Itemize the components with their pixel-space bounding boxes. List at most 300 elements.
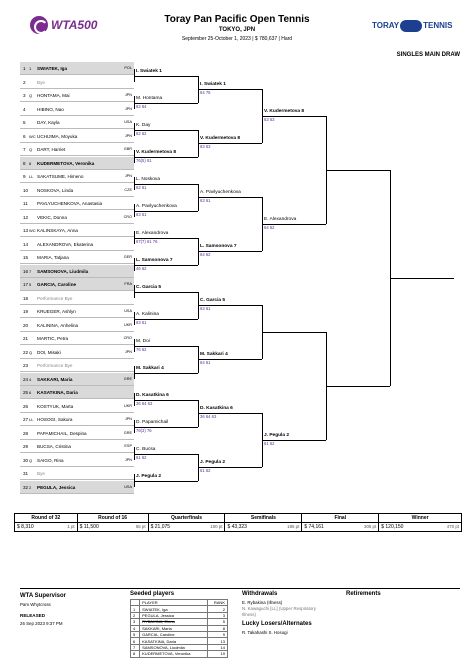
country-code: JPN [124,457,132,462]
draw-row [20,103,134,116]
country-code: USA [124,484,132,489]
bracket-line [262,305,263,359]
prize-header-row [15,514,462,523]
sponsor-right: TENNIS [423,21,453,31]
bracket-winner: L. Samsonova 7 [200,244,237,249]
draw-row [20,346,134,359]
seed-label: LL [29,174,34,179]
player-name: MARIA, Tatjana [37,255,69,260]
bracket-winner: M. Sakkari 4 [136,365,164,371]
bracket-winner: D. Kasatkina 6 [136,392,169,398]
bracket-line [134,292,198,293]
player-name: VEKIC, Donna [37,214,67,220]
bracket-winner: C. Bucsa [136,446,156,452]
bracket-line [134,204,135,218]
seed-name: SAMSONOVA, Liudmila [140,644,207,650]
player-name: HIBINO, Nao [37,106,64,112]
player-name: KALININA, Anhelina [37,322,79,328]
seed-no: 7 [131,644,140,650]
seed-name: RYBAKINA, Elena [140,619,207,625]
bracket-line [134,69,135,83]
seed-rank: 9 [207,631,227,637]
country-code: JPN [124,133,132,138]
seed-row [131,651,228,657]
seed-rank: 19 [207,651,227,657]
country-code: JPN [124,417,132,421]
match-score: 63 63 [264,117,275,122]
lucky-losers-heading: Lucky Losers/Alternates [242,621,312,627]
draw-position: 15 [23,255,29,260]
prize-points: 100 pt [210,524,223,529]
bracket-line [134,76,198,77]
bracket-winner: V. Kudermetova 8 [200,136,241,141]
bracket-line [262,413,263,467]
prize-value-row [15,523,462,532]
bracket-line [262,197,263,251]
bracket-winner: J. Pegula 2 [264,433,290,438]
draw-position: 1 [23,66,26,71]
draw-row [20,440,134,453]
bracket-line [198,238,199,265]
seed-label: Q [29,93,33,98]
player-name: SAKKARI, Maria [37,376,73,382]
bracket-winner: E. Alexandrova [136,230,169,236]
draw-position: 11 [23,201,28,206]
draw-row [20,467,134,480]
bracket-winner: A. Kalinina [136,311,159,317]
country-code: JPN [124,93,132,97]
player-name: SAMSONOVA, Liudmila [37,268,89,274]
draw-position: 26 [23,403,29,409]
seed-name: SWIATEK, Iga [140,606,207,612]
seed-label: 5 [29,282,32,287]
country-code: JPN [124,174,132,178]
country-code: GBR [123,147,132,151]
match-score: 67(7) 61 76 [136,238,158,244]
tournament-location: TOKYO, JPN [218,27,256,33]
match-score: 64 62 [200,252,211,257]
draw-position: 6 [23,133,26,139]
player-name: PAVLYUCHENKOVA, Anastasia [37,201,103,206]
seed-label: 7 [29,268,32,274]
bracket-line [198,400,199,427]
withdrawals-heading: Withdrawals [242,591,278,597]
bracket-line [198,130,199,157]
draw-position: 24 [23,376,29,382]
player-name: Performance Bye [37,363,73,368]
footer [20,588,460,664]
draw-position: 19 [23,309,29,314]
seed-col-rank: RANK [207,600,227,606]
supervisor-heading: WTA Supervisor [20,593,67,599]
logo-text: WTA500 [51,18,98,32]
retirements-heading: Retirements [346,591,381,597]
country-code: POL [124,66,132,70]
player-name: UCHIJIMA, Moyuka [37,133,78,139]
draw-row [20,386,134,399]
withdrawal-item: Illness) [242,612,256,617]
match-score: 76(5) 61 [136,157,152,163]
player-name: DART, Harriet [37,147,66,152]
seed-label: 2 [29,484,32,490]
bracket-line [134,339,135,353]
country-code: CRO [123,214,132,219]
bracket-line [134,481,198,482]
bracket-winner: L. Noskova [136,176,160,182]
bracket-line [134,373,198,374]
player-name: KALINSKAYA, Anna [37,228,78,233]
country-code: USA [124,309,132,313]
bracket-line [262,89,263,143]
match-score: 61 62 [136,454,147,460]
draw-row [20,62,134,75]
prize-header: Final [302,514,379,523]
country-code: GRE [123,430,132,435]
bracket-line [134,123,135,137]
seed-name: KUDERMETOVA, Veronika [140,651,207,657]
seed-label: WC [29,133,36,139]
withdrawal-item: E. Rybakina (Illness) [242,600,283,605]
player-name: ALEXANDROVA, Ekaterina [37,241,94,247]
seed-rank: 3 [207,612,227,618]
player-name: KUDERMETOVA, Veronika [37,160,95,166]
prize-cell [148,523,225,532]
draw-position: 29 [23,444,29,449]
bracket-line [326,116,327,224]
draw-position: 18 [23,295,29,301]
released-heading: RELEASED [20,613,46,618]
player-name: MARTIC, Petra [37,336,69,341]
supervisor-name: Pam Whytcross [20,602,51,607]
prize-points: 470 pt [446,524,459,529]
country-code: ESP [124,444,132,448]
draw-row [20,89,134,102]
sponsor-left: TORAY [372,21,400,31]
prize-cell [379,523,462,532]
draw-position: 32 [23,484,29,490]
bracket-line [326,332,327,440]
match-score: 76 62 [136,346,147,352]
draw-row [20,292,134,305]
bracket-line [134,231,135,245]
seed-label: 6 [29,390,32,395]
bracket-line [134,474,135,488]
bracket-line [134,285,135,299]
bracket-winner: J. Pegula 2 [136,473,162,479]
player-name: PAPAMICHAIL, Despina [37,430,87,436]
draw-row [20,197,134,210]
draw-row [20,400,134,413]
draw-row [20,454,134,467]
seed-label: WC [29,228,36,233]
match-score: 64 75 [200,90,211,95]
match-score: 76(3) 76 [136,427,152,433]
seed-name: KASATKINA, Daria [140,638,207,644]
seed-name: SAKKARI, Maria [140,625,207,631]
seeded-players-table [130,599,228,658]
prize-money: $ 74,161 [304,524,324,530]
country-code: GRE [123,376,132,381]
bracket-winner: V. Kudermetova 8 [136,149,177,155]
draw-row [20,76,134,89]
match-score: 62 64 [136,103,147,109]
match-score: 61 62 [200,468,211,473]
player-name: GARCIA, Caroline [37,282,77,287]
bracket-line [390,278,454,279]
draw-position: 10 [23,187,29,193]
prize-header: Semifinals [225,514,302,523]
draw-row [20,184,134,197]
player-name: PEGULA, Jessica [37,484,76,490]
bracket-winner: C. Garcia 5 [136,284,162,290]
draw-row [20,211,134,224]
draw-position: 23 [23,363,29,368]
bracket-winner: J. Pegula 2 [200,460,226,465]
prize-points: 1 pt [67,524,75,529]
draw-row [20,130,134,143]
bracket-winner: I. Swiatek 1 [200,82,226,87]
seed-rank: 8 [207,625,227,631]
bracket-winner: M. Doi [136,338,150,344]
seed-no: 2 [131,612,140,618]
bracket-line [134,96,135,110]
draw-position: 27 [23,417,29,422]
match-score: 63 63 [200,144,211,149]
match-score: 63 61 [200,306,211,311]
withdrawal-item: N. Kawaguchi [LL] (Upper Respiratory [242,606,316,611]
prize-cell [15,523,78,532]
country-code: GER [123,255,132,259]
prize-header: Winner [379,514,462,523]
draw-row [20,278,134,291]
draw-row [20,251,134,264]
seed-rank: 14 [207,644,227,650]
prize-money-table [14,513,462,532]
bracket-winner: D. Kasatkina 6 [200,406,233,411]
sponsor-mark-icon [400,20,422,32]
draw-row [20,373,134,386]
draw-position: 7 [23,147,26,152]
country-code: JPN [124,349,132,354]
sponsor-logo [372,20,452,34]
wta500-logo [30,16,100,34]
prize-header: Quarterfinals [148,514,225,523]
match-score: 62 62 [136,130,147,136]
bracket-winner: C. Garcia 5 [200,298,226,303]
lucky-loser-item: R. Takahashi S. Hosogi [242,630,288,635]
bracket-line [134,177,135,191]
match-score: 63 61 [200,198,211,203]
draw-position: 4 [23,106,26,112]
seed-label: 4 [29,376,32,382]
bracket-winner: D. Papamichail [136,419,169,425]
bracket-line [198,292,199,319]
match-score: 63 61 [136,319,147,325]
seed-col-player: PLAYER [140,600,207,606]
bracket-line [134,312,135,326]
bracket-line [134,393,135,407]
match-score: 63 61 [136,211,147,217]
bracket-winner: I. Swiatek 1 [136,68,162,74]
draw-position: 30 [23,457,29,463]
draw-row [20,157,134,170]
player-name: SAKATSUME, Himeno [37,174,84,179]
draw-position: 14 [23,241,29,247]
player-name: NOSKOVA, Linda [37,187,74,193]
prize-money: $ 21,075 [150,524,171,530]
bracket-line [134,447,135,461]
draw-position: 21 [23,336,29,341]
seed-label: Q [29,349,33,355]
draw-position: 16 [23,268,29,274]
country-code: UKR [123,322,132,327]
match-score: 61 62 [264,441,275,446]
draw-position: 9 [23,174,26,179]
seed-no: 1 [131,606,140,612]
player-name: DAY, Kayla [37,120,60,125]
country-code: CZE [124,187,132,192]
bracket-line [326,170,390,171]
draw-position: 22 [23,349,29,355]
draw-position: 17 [23,282,29,287]
seed-name: GARCIA, Caroline [140,631,207,637]
draw-position: 28 [23,430,29,436]
released-time: 26 Sep 2023 9:37 PM [20,621,63,626]
prize-money: $ 8,310 [17,524,34,530]
bracket-line [326,386,390,387]
player-name: DOI, Misaki [37,349,61,355]
draw-row [20,305,134,318]
seed-label: Q [29,457,33,463]
prize-money: $ 43,323 [227,524,247,530]
prize-money: $ 120,150 [381,524,404,530]
draw-row [20,319,134,332]
draw-row [20,359,134,372]
bracket-line [198,76,199,103]
seed-name: PEGULA, Jessica [140,612,207,618]
seed-rank: 5 [207,619,227,625]
bracket-winner: A. Pavlyuchenkova [200,190,241,195]
prize-cell [302,523,379,532]
bracket-line [198,346,199,373]
draw-row [20,238,134,251]
bracket-line [134,420,135,434]
player-name: HONTAMA, Mai [37,93,70,98]
prize-points: 55 pt [135,524,146,529]
draw-row [20,413,134,426]
draw-name: SINGLES MAIN DRAW [396,52,460,58]
draw-position: 13 [23,228,29,233]
draw-row [20,481,134,494]
seed-label: Q [29,147,33,152]
bracket-winner: K. Day [136,122,151,128]
prize-points: 305 pt [364,524,377,529]
bracket-winner: E. Alexandrova [264,217,297,222]
player-name: KOSTYUK, Marta [37,403,74,409]
seed-no: 3 [131,619,140,625]
country-code: JPN [124,106,132,111]
player-name: KASATKINA, Daria [37,390,78,395]
draw-position: 31 [23,471,29,476]
bracket-winner: V. Kudermetova 8 [264,109,305,114]
bracket-winner: M. Sakkari 4 [200,352,228,357]
player-name: SWIATEK, Iga [37,66,68,71]
player-name: BUCSA, Cristina [37,444,71,449]
draw-position: 20 [23,322,29,328]
match-score: 36 64 63 [136,400,153,406]
bracket-winner: L. Samsonova 7 [136,257,173,263]
seeded-heading: Seeded players [130,591,175,597]
draw-row [20,332,134,345]
player-name: KRUEGER, Ashlyn [37,309,76,314]
seed-no: 4 [131,625,140,631]
bracket-winner: M. Hontama [136,95,163,101]
prize-cell [77,523,148,532]
player-name: Performance Bye [37,295,73,301]
match-score: 64 61 [200,360,211,365]
match-score: 46 62 [136,265,147,271]
seed-no: 8 [131,651,140,657]
draw-row [20,265,134,278]
seed-no: 6 [131,638,140,644]
player-name: Bye [37,471,45,476]
seed-label: 1 [29,66,32,71]
tournament-title: Toray Pan Pacific Open Tennis [164,14,310,25]
seed-label: LL [29,417,34,422]
draw-row [20,427,134,440]
draw-position: 12 [23,214,29,220]
draw-row [20,170,134,183]
bracket-winner: A. Pavlyuchenkova [136,203,177,209]
country-code: USA [124,120,132,124]
prize-money: $ 11,500 [79,524,99,530]
bracket-line [198,184,199,211]
match-score: 36 64 63 [200,414,217,419]
draw-position: 8 [23,160,26,166]
prize-cell [225,523,302,532]
bracket-line [134,258,135,272]
bracket-line [134,150,135,164]
player-name: HOSOGI, Sakura [37,417,73,422]
draw-position: 2 [23,79,26,85]
seed-rank: 13 [207,638,227,644]
draw-row [20,116,134,129]
country-code: UKR [123,403,132,408]
country-code: FRA [124,282,132,286]
prize-header: Round of 16 [77,514,148,523]
prize-header: Round of 32 [15,514,78,523]
bracket-line [262,332,326,333]
draw-row [20,143,134,156]
draw-position: 25 [23,390,29,395]
bracket-line [198,454,199,481]
match-score: 64 62 [264,225,275,230]
prize-points: 185 pt [287,524,300,529]
draw-position: 3 [23,93,26,98]
seed-label: 8 [29,160,32,166]
seed-rank: 2 [207,606,227,612]
draw-row [20,224,134,237]
seed-no: 5 [131,631,140,637]
draw-position: 5 [23,120,26,125]
player-name: Bye [37,79,45,85]
player-name: SAIGO, Rina [37,457,64,463]
bracket-line [134,366,135,380]
match-score: 62 61 [136,184,147,190]
country-code: CRO [123,336,132,340]
tournament-dates: September 25-October 1, 2023 | $ 780,637 | Hard [181,36,293,42]
wta-logo-icon [30,16,48,34]
